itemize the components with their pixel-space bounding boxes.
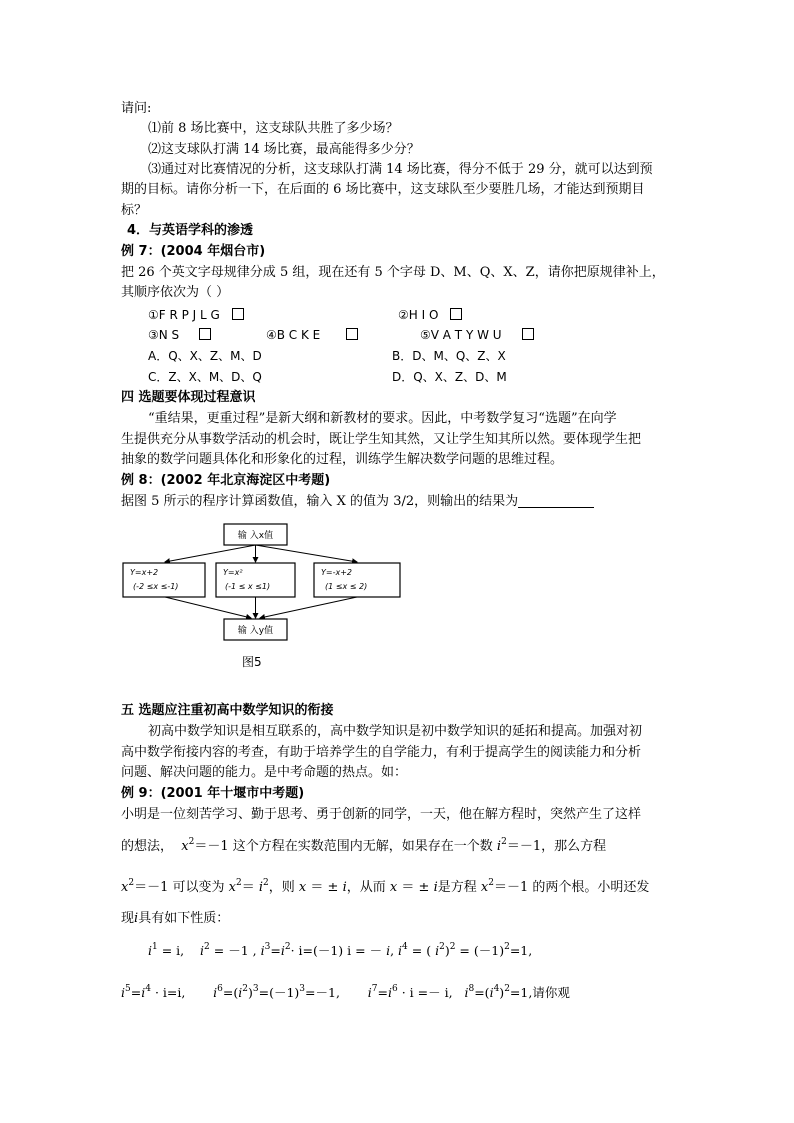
math-line-1: $i^1 = i$, $i^2 = -1$ , $i^3=i^2\cdot i=(-1) i$ = － i, $i^4$ = ( $i^2)^2 = (-1)^2=1$, — [148, 942, 533, 958]
answer-blank — [518, 493, 594, 508]
branch-2-formula: Y=x² — [223, 568, 243, 577]
section-heading-four: 四 选题要体现过程意识 — [121, 390, 256, 405]
question-2: ⑵这支球队打满 14 场比赛，最高能得多少分？ — [148, 142, 420, 157]
section-four-para-2: 生提供充分从事数学活动的机会时，既让学生知其然，又让学生知其所以然。要体现学生把 — [121, 432, 642, 447]
blank-box — [522, 328, 534, 340]
example-9-text-2: 的想法， $x^2=-1$ 这个方程在实数范围内无解，如果存在一个数 $i^2=-1$，那么方程 — [121, 837, 607, 854]
section-five-para-1: 初高中数学知识是相互联系的，高中数学知识是初中数学知识的延拓和提高。加强对初 — [148, 724, 643, 739]
blank-box — [346, 328, 358, 340]
example-7-text-1: 把 26 个英文字母规律分成 5 组，现在还有 5 个字母 D、M、Q、X、Z，请你把原规律补上， — [121, 265, 665, 280]
blank-box — [450, 308, 462, 320]
example-9-text-3: $x^2=-1$ 可以变为 $x^2= i^2$，则 x ＝ ± i，从而 x ＝ ± i是方程 $x^2=-1$ 的两个根。小明还发 — [121, 878, 650, 895]
figure-caption: 图5 — [242, 655, 262, 669]
question-1: ⑴前 8 场比赛中，这支球队共胜了多少场？ — [148, 121, 399, 136]
option-c: C．Z、X、M、D、Q — [148, 370, 262, 384]
section-four-para-3: 抽象的数学问题具体化和形象化的过程，训练学生解决数学问题的思维过程。 — [121, 452, 564, 467]
section-four-para-1: “重结果，更重过程”是新大纲和新教材的要求。因此，中考数学复习“选题”在向学 — [148, 411, 617, 426]
branch-1-range: (-2 ≤x ≤-1) — [133, 582, 179, 591]
section-heading-4: 4．与英语学科的渗透 — [127, 223, 254, 238]
blank-box — [199, 328, 211, 340]
arrow — [165, 597, 251, 618]
flowchart — [121, 522, 411, 646]
letter-group-5: ⑤V A T Y W U — [420, 326, 534, 344]
example-8-text: 据图 5 所示的程序计算函数值，输入 X 的值为 3/2，则输出的结果为 — [121, 493, 594, 511]
branch-2-range: (-1 ≤ x ≤1) — [225, 582, 271, 591]
example-9-label: 例 9：(2001 年十堰市中考题) — [121, 786, 305, 801]
branch-1-formula: Y=x+2 — [130, 568, 159, 577]
question-3-line-2: 期的目标。请你分析一下，在后面的 6 场比赛中，这支球队至少要胜几场，才能达到预期目 — [121, 182, 645, 197]
option-b: B．D、M、Q、Z、X — [392, 349, 506, 363]
math-line-2: $i^5=i^4 \cdot i=i$, $i^6=(i^2)^3=(-1)^3=-1$, $i^7=i^6 \cdot i =- i$, $i^8=(i^4)^2=1$,请你观 — [121, 984, 570, 1000]
option-a: A．Q、X、Z、M、D — [148, 349, 262, 363]
arrow — [260, 597, 357, 618]
option-d: D．Q、X、Z、D、M — [392, 370, 507, 384]
arrow — [165, 545, 256, 562]
branch-3-range: (1 ≤x ≤ 2) — [325, 582, 368, 591]
output-label: 输 入y值 — [237, 626, 274, 636]
section-five-para-2: 高中数学衔接内容的考查，有助于培养学生的自学能力，有利于提高学生的阅读能力和分析 — [121, 745, 642, 760]
input-label: 输 入x值 — [237, 531, 274, 541]
example-7-text-2: 其顺序依次为（ ） — [121, 285, 230, 300]
blank-box — [232, 308, 244, 320]
arrow — [256, 545, 358, 562]
branch-3-formula: Y=-x+2 — [321, 568, 353, 577]
letter-group-4: ④B C K E — [266, 326, 358, 344]
letter-group-2: ②H I O — [398, 306, 462, 324]
section-five-para-3: 问题、解决问题的能力。是中考命题的热点。如： — [121, 765, 408, 780]
section-heading-five: 五 选题应注重初高中数学知识的衔接 — [121, 703, 334, 718]
example-9-text-1: 小明是一位刻苦学习、勤于思考、勇于创新的同学，一天，他在解方程时，突然产生了这样 — [121, 807, 642, 822]
question-intro: 请问: — [121, 101, 152, 116]
question-3-line-1: ⑶通过对比赛情况的分析，这支球队打满 14 场比赛，得分不低于 29 分，就可以达到预 — [148, 162, 653, 177]
example-8-label: 例 8：(2002 年北京海淀区中考题) — [121, 473, 331, 488]
example-9-text-4: 现i具有如下性质： — [121, 911, 230, 926]
letter-group-1: ①F R P J L G — [148, 306, 244, 324]
question-3-line-3: 标？ — [121, 203, 148, 218]
example-7-label: 例 7：(2004 年烟台市) — [121, 244, 266, 259]
letter-group-3: ③N S — [148, 326, 211, 344]
